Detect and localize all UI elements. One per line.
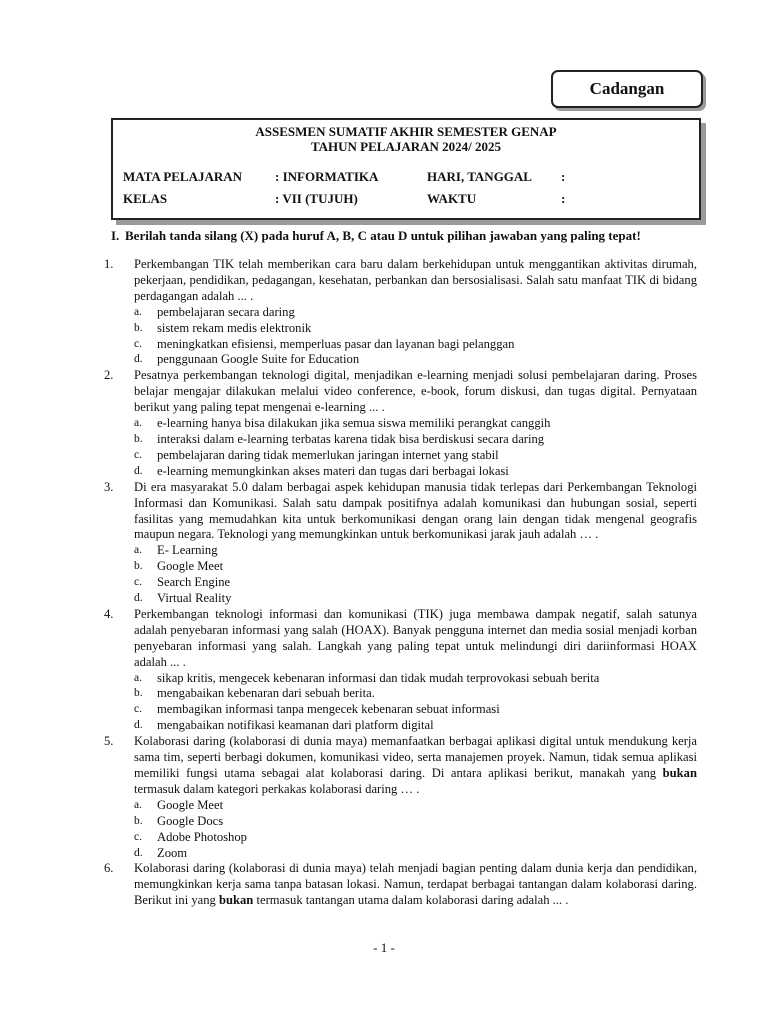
option-d: d. Virtual Reality [134,591,232,606]
cadangan-badge: Cadangan [551,70,703,108]
question-text: Di era masyarakat 5.0 dalam berbagai aspek kehidupan manusia tidak terlepas dari Perkembangan Teknologi Informasi dan Komunikasi. Salah satu dampak positifnya adalah komunikasi dan hubungan sosial, seperti fasilitas yang memudahkan kita untuk berkomunikasi dengan orang lain dengan tidak mengenal geografis maupun negara. Teknologi yang memungkinkan untuk berkomunikasi jarak jauh adalah … . [134,479,697,542]
question-1 [104,257,697,368]
option-b: b. Google Meet [134,559,224,574]
question-number: 5. [104,734,114,749]
question-number: 4. [104,606,114,621]
option-c: c. Search Engine [134,575,231,590]
option-d: d. penggunaan Google Suite for Education [134,352,360,367]
section-instruction [111,228,697,243]
option-a: a. pembelajaran secara daring [134,304,295,319]
question-5 [104,734,697,861]
class-value: : VII (TUJUH) [275,191,358,206]
option-a: a. sikap kritis, mengecek kebenaran informasi dan tidak mudah terprovokasi sebuah berita [134,670,600,685]
question-text: Kolaborasi daring (kolaborasi di dunia maya) memanfaatkan berbagai aplikasi digital untuk mendukung kerja sama tim, seperti berbagi dokumen, komunikasi video, serta manajemen proyek. Namun, tidak semua aplikasi memiliki fungsi utama sebagai alat kolaborasi daring. Di antara aplikasi berikut, manakah yang bukan termasuk dalam kategori perkakas kolaborasi daring … . [134,734,697,796]
option-c: c. meningkatkan efisiensi, memperluas pasar dan layanan bagi pelanggan [134,336,515,351]
question-number: 6. [104,861,114,876]
option-b: b. Google Docs [134,813,224,828]
section-number: I. [111,228,120,243]
question-4 [104,607,697,734]
emphasis-bukan: bukan [662,766,697,780]
question-3 [104,480,697,607]
option-c: c. pembelajaran daring tidak memerlukan jaringan internet yang stabil [134,447,499,462]
question-text: Kolaborasi daring (kolaborasi di dunia maya) telah menjadi bagian penting dalam dunia kerja dan pendidikan, memungkinkan kerja sama tanpa batasan lokasi. Namun, terdapat berbagai tantangan dalam kolaborasi daring. Berikut ini yang bukan termasuk tantangan utama dalam kolaborasi daring adalah ... . [134,861,697,908]
question-text: Perkembangan teknologi informasi dan komunikasi (TIK) juga membawa dampak negatif, salah satunya adalah penyebaran informasi yang salah (HOAX). Banyak pengguna internet dan media sosial menjadi korban penyebaran informasi yang salah. Langkah yang paling tepat untuk melindungi diri dariinformasi HOAX adalah ... . [134,606,697,669]
option-d: d. e-learning memungkinkan akses materi dan tugas dari berbagai lokasi [134,463,509,478]
exam-title: ASSESMEN SUMATIF AKHIR SEMESTER GENAP [255,124,557,139]
question-number: 2. [104,368,114,383]
academic-year: TAHUN PELAJARAN 2024/ 2025 [310,139,502,154]
exam-header [111,118,701,220]
question-list [104,257,697,909]
header-row-subject [123,169,693,185]
option-b: b. mengabaikan kebenaran dari sebuah berita. [134,686,375,701]
question-6 [104,861,697,909]
option-a: a. Google Meet [134,797,224,812]
instruction-text: Berilah tanda silang (X) pada huruf A, B, C atau D untuk pilihan jawaban yang paling tepat! [125,228,641,243]
option-b: b. interaksi dalam e-learning terbatas karena tidak bisa berdiskusi secara daring [134,431,545,446]
page-number: - 1 - [373,940,395,955]
option-c: c. Adobe Photoshop [134,829,247,844]
option-a: a. e-learning hanya bisa dilakukan jika semua siswa memiliki perangkat canggih [134,416,551,431]
time-value: : [561,191,566,206]
question-number: 3. [104,479,114,494]
option-a: a. E- Learning [134,543,218,558]
option-d: d. mengabaikan notifikasi keamanan dari platform digital [134,718,434,733]
subject-label: MATA PELAJARAN [123,169,243,184]
emphasis-bukan: bukan [219,893,254,908]
option-b: b. sistem rekam medis elektronik [134,320,312,335]
question-2 [104,368,697,479]
option-c: c. membagikan informasi tanpa mengecek kebenaran sebuat informasi [134,702,500,717]
question-number: 1. [104,257,114,271]
subject-value: : INFORMATIKA [275,169,379,184]
date-value: : [561,169,566,184]
question-text: Pesatnya perkembangan teknologi digital, menjadikan e-learning menjadi solusi pembelajaran daring. Proses belajar mengajar dilakukan melalui video conference, e-book, forum diskusi, dan tugas digital. Pernyataan berikut yang paling tepat mengenai e-learning ... . [134,368,697,415]
option-d: d. Zoom [134,845,188,860]
time-label: WAKTU [427,191,477,206]
header-row-class [123,191,693,207]
class-label: KELAS [123,191,168,206]
question-text: Perkembangan TIK telah memberikan cara baru dalam berkehidupan untuk menggantikan aktivitas dirumah, pekerjaan, pendidikan, pedagangan, kesehatan, perbankan dan bersosialisasi. Salah satu manfaat TIK di bidang perdagangan adalah ... . [134,257,697,303]
date-label: HARI, TANGGAL [427,169,532,184]
